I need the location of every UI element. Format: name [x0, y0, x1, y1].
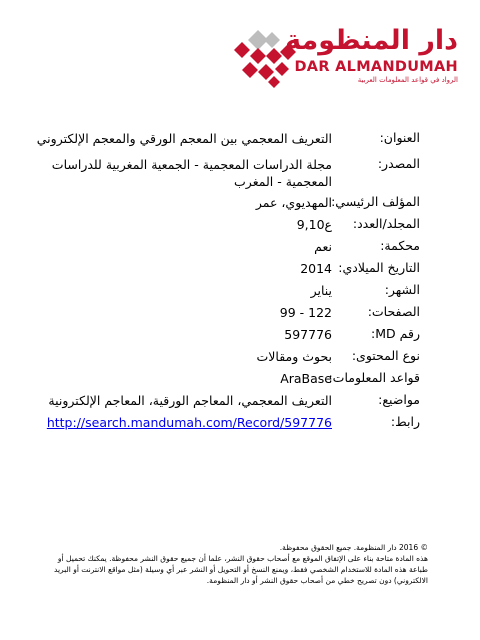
label-subjects: مواضيع: — [378, 392, 420, 407]
value-content-type: بحوث ومقالات — [256, 349, 332, 364]
value-subjects: التعريف المعجمي، المعاجم الورقية، المعاجم الإلكترونية — [48, 393, 332, 408]
label-volume-issue: المجلد/العدد: — [352, 216, 420, 231]
value-volume-issue: ع9,10 — [296, 217, 332, 232]
label-month: الشهر: — [384, 282, 420, 297]
record-link[interactable]: http://search.mandumah.com/Record/597776 — [46, 415, 332, 430]
value-databases: AraBase — [280, 371, 332, 386]
label-pages: الصفحات: — [367, 304, 420, 319]
usage-notice: هذه المادة متاحة بناء على الإتفاق الموقع مع أصحاب حقوق النشر، علما أن جميع حقوق النشر محفوظة. يمكنك تحميل أو طباعة هذه المادة للاستخدام الشخصي فقط، ويمنع النسخ أو التحويل أو النشر عبر أي وسيلة (مثل مواقع الانترنت أو البريد الالكتروني) دون تصريح خطي من أصحاب حقوق النشر أو دار المنظومة. — [54, 554, 428, 585]
value-title: التعريف المعجمي بين المعجم الورقي والمعجم الإلكتروني — [36, 131, 332, 146]
label-author: المؤلف الرئيسي: — [331, 194, 420, 209]
value-author: المهديوي، عمر — [255, 195, 332, 210]
label-databases: قواعد المعلومات: — [328, 370, 420, 385]
value-month: يناير — [310, 283, 332, 298]
label-source: المصدر: — [377, 156, 420, 171]
label-year: التاريخ الميلادي: — [338, 260, 420, 275]
logo-tagline: الرواد في قواعد المعلومات العربية — [357, 76, 458, 84]
label-content-type: نوع المحتوى: — [351, 348, 420, 363]
value-peer-reviewed: نعم — [314, 239, 332, 254]
value-pages: 99 - 122 — [279, 305, 332, 320]
value-md-number: 597776 — [284, 327, 332, 342]
dar-almandumah-logo — [228, 24, 458, 94]
value-year: 2014 — [300, 261, 332, 276]
label-link: رابط: — [390, 414, 420, 429]
value-link — [32, 414, 332, 431]
copyright-footer — [43, 542, 428, 586]
label-title: العنوان: — [379, 130, 420, 145]
logo-name-arabic: دار المنظومة — [285, 25, 458, 56]
copyright-line: © 2016 دار المنظومة. جميع الحقوق محفوظة. — [279, 543, 428, 552]
label-md-number: رقم MD: — [371, 326, 420, 341]
logo-name-english: DAR ALMANDUMAH — [294, 59, 458, 75]
label-peer-reviewed: محكمة: — [380, 238, 420, 253]
value-source: مجلة الدراسات المعجمية - الجمعية المغربية للدراسات المعجمية - المغرب — [51, 157, 332, 189]
